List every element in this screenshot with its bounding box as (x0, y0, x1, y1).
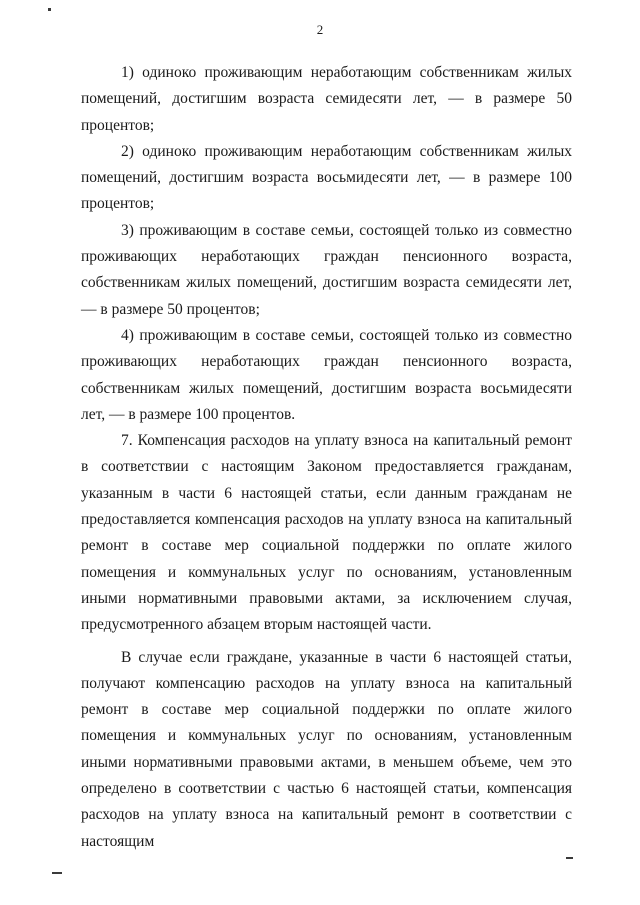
scan-mark-top-left (48, 8, 51, 11)
document-body (81, 60, 572, 855)
paragraph-item-1: 1) одиноко проживающим неработающим собственникам жилых помещений, достигшим возраста семидесяти лет, — в размере 50 процентов; (81, 64, 572, 134)
scan-mark-bottom-left (52, 872, 62, 874)
paragraph-section-7-second: В случае если граждане, указанные в части 6 настоящей статьи, получают компенсацию расходов на уплату взноса на капитальный ремонт в составе мер социальной поддержки по оплате жилого помещения и коммунальных услуг по основаниям, установленным иными нормативными правовыми актами, в меньшем объеме, чем это определено в соответствии с частью 6 настоящей статьи, компенсация расходов на уплату взноса на капитальный ремонт в соответствии с настоящим (81, 648, 572, 850)
paragraph-item-3: 3) проживающим в составе семьи, состоящей только из совместно проживающих неработающих граждан пенсионного возраста, собственникам жилых помещений, достигшим возраста семидесяти лет, — в размере 50 процентов; (81, 221, 572, 318)
paragraph-item-2: 2) одиноко проживающим неработающим собственникам жилых помещений, достигшим возраста восьмидесяти лет, — в размере 100 процентов; (81, 142, 572, 213)
page-number: 2 (316, 22, 324, 37)
paragraph-section-7: 7. Компенсация расходов на уплату взноса на капитальный ремонт в соответствии с настоящим Законом предоставляется гражданам, указанным в части 6 настоящей статьи, если данным гражданам не предоставляется компенсация расходов на уплату взноса на капитальный ремонт в составе мер социальной поддержки по оплате жилого помещения и коммунальных услуг по основаниям, установленным иными нормативными правовыми актами, за исключением случая, предусмотренного абзацем вторым настоящей части. (81, 432, 572, 634)
paragraph-item-4: 4) проживающим в составе семьи, состоящей только из совместно проживающих неработающих граждан пенсионного возраста, собственникам жилых помещений, достигшим возраста восьмидесяти лет, — в размере 100 процентов. (81, 326, 572, 423)
scan-mark-bottom-right (566, 857, 573, 859)
